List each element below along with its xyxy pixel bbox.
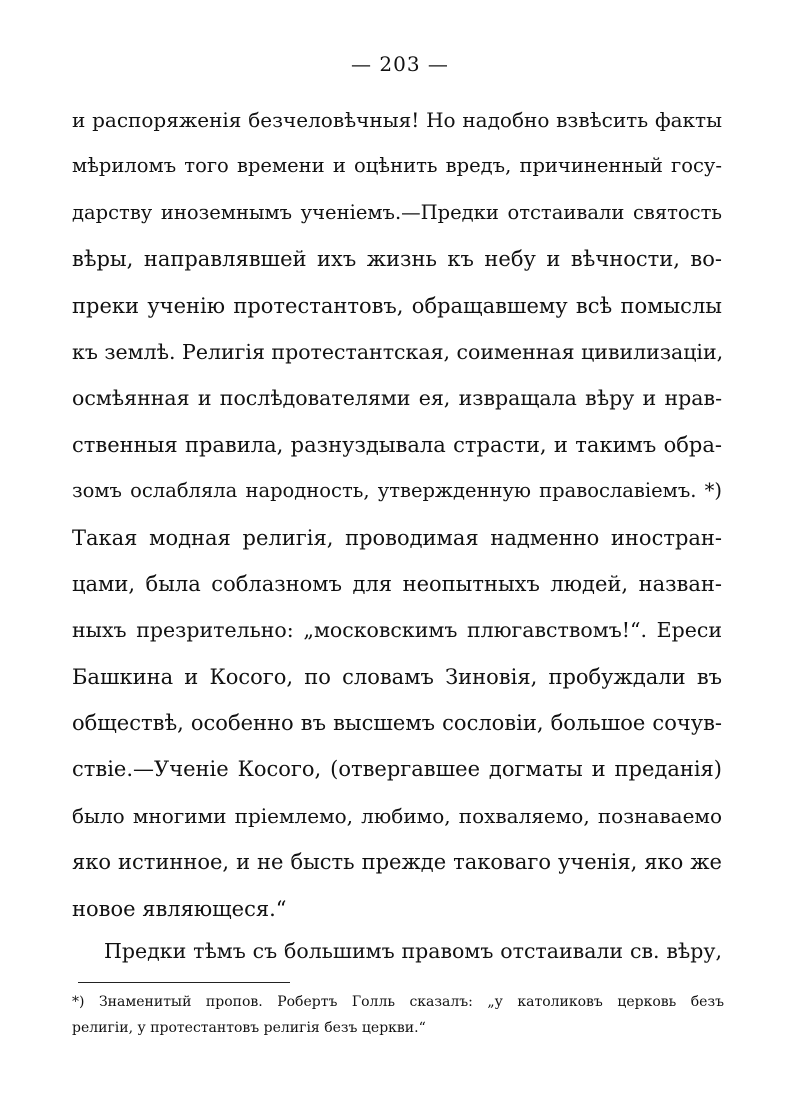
text-line: цами, была соблазномъ для неопытныхъ людей, назван- bbox=[72, 571, 722, 596]
page-number: — 203 — bbox=[351, 52, 449, 76]
text-line: ствіе.—Ученіе Косого, (отвергавшее догматы и преданія) bbox=[72, 757, 722, 782]
text-line: новое являющеся.“ bbox=[72, 896, 287, 921]
footnote bbox=[72, 989, 724, 1041]
text-line: яко истинное, и не бысть прежде таковаго ученія, яко же bbox=[72, 850, 722, 875]
main-paragraph bbox=[72, 97, 722, 932]
text-line: Башкина и Косого, по словамъ Зиновія, пробуждали въ bbox=[72, 664, 722, 689]
text-line: мѣриломъ того времени и оцѣнить вредъ, причиненный госу- bbox=[72, 154, 722, 178]
text-line: ныхъ презрительно: „московскимъ плюгавствомъ!“. Ереси bbox=[72, 618, 722, 643]
text-line: къ землѣ. Религія протестантская, соименная цивилизаціи, bbox=[72, 339, 724, 364]
text-line: обществѣ, особенно въ высшемъ сословіи, большое сочув- bbox=[72, 711, 722, 736]
second-paragraph-first-line: Предки тѣмъ съ большимъ правомъ отстаивали св. вѣру, bbox=[104, 939, 722, 963]
text-line: ственныя правила, разнуздывала страсти, и такимъ обра- bbox=[72, 432, 722, 457]
footnote-line: *) Знаменитый пропов. Робертъ Голль сказалъ: „у католиковъ церковь безъ bbox=[72, 994, 724, 1010]
text-line: было многими пріемлемо, любимо, похваляемо, познаваемо bbox=[72, 803, 722, 828]
text-line: Такая модная религія, проводимая надменно иностран- bbox=[72, 525, 722, 550]
text-line: преки ученію протестантовъ, обращавшему всѣ помыслы bbox=[72, 293, 722, 318]
text-line: вѣры, направлявшей ихъ жизнь къ небу и вѣчности, во- bbox=[72, 247, 722, 272]
text-line: и распоряженія безчеловѣчныя! Но надобно взвѣсить факты bbox=[72, 108, 722, 132]
text-line: дарству иноземнымъ ученіемъ.—Предки отстаивали святость bbox=[72, 200, 722, 224]
footnote-line: религіи, у протестантовъ религія безъ церкви.“ bbox=[72, 1020, 426, 1036]
text-line: осмѣянная и послѣдователями ея, извращала вѣру и нрав- bbox=[72, 386, 722, 411]
footnote-divider bbox=[78, 982, 290, 983]
text-line: зомъ ослабляла народность, утвержденную православіемъ. *) bbox=[72, 479, 722, 503]
